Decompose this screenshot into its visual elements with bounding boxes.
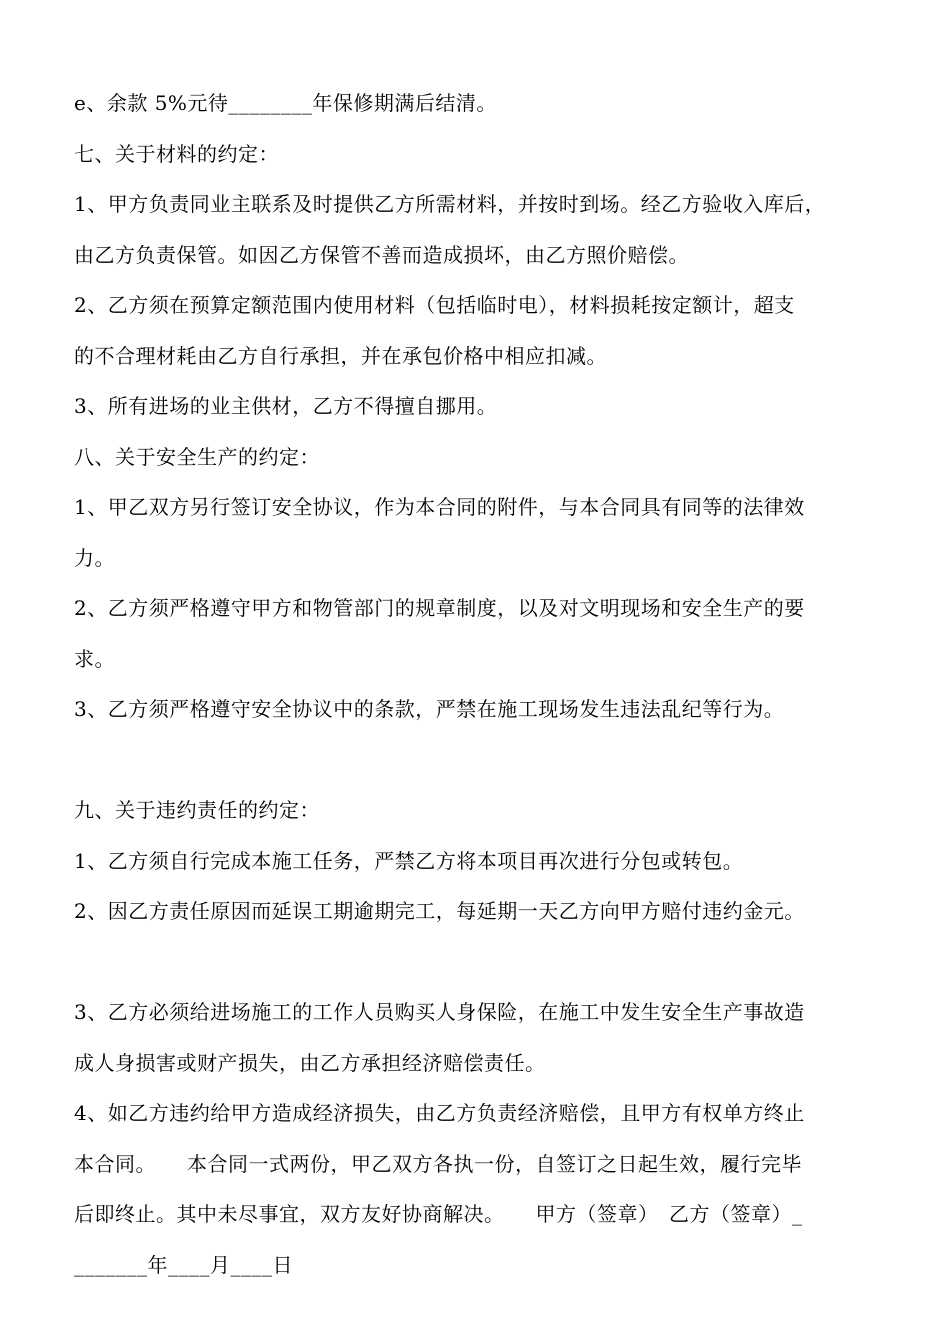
section-8-item-2-line-1: 2、乙方须严格遵守甲方和物管部门的规章制度，以及对文明现场和安全生产的要	[74, 596, 805, 620]
section-7-item-1-line-2: 由乙方负责保管。如因乙方保管不善而造成损坏，由乙方照价赔偿。	[74, 242, 689, 267]
section-8-item-3: 3、乙方须严格遵守安全协议中的条款，严禁在施工现场发生违法乱纪等行为。	[74, 697, 785, 721]
section-7-item-2-line-2: 的不合理材耗由乙方自行承担，并在承包价格中相应扣减。	[74, 343, 607, 368]
section-8-heading: 八、关于安全生产的约定：	[74, 444, 320, 469]
section-9-item-3-line-1: 3、乙方必须给进场施工的工作人员购买人身保险，在施工中发生安全生产事故造	[74, 1000, 805, 1024]
section-8-item-2-line-2: 求。	[74, 646, 115, 671]
section-7-item-1-line-1: 1、甲方负责同业主联系及时提供乙方所需材料，并按时到场。经乙方验收入库后，	[74, 192, 826, 216]
section-7-item-2-line-1: 2、乙方须在预算定额范围内使用材料（包括临时电），材料损耗按定额计，超支	[74, 293, 795, 317]
section-8-item-1-line-2: 力。	[74, 545, 115, 570]
blank-line	[74, 735, 890, 786]
section-7-heading: 七、关于材料的约定：	[74, 141, 279, 166]
section-9-heading: 九、关于违约责任的约定：	[74, 798, 320, 822]
closing-and-signatures: 后即终止。其中未尽事宜，双方友好协商解决。 甲方（签章） 乙方（签章）_	[74, 1202, 803, 1226]
section-9-item-4-line-2: 本合同。 本合同一式两份，甲乙双方各执一份，自签订之日起生效，履行完毕	[74, 1151, 802, 1176]
section-9-item-3-line-2: 成人身损害或财产损失，由乙方承担经济赔偿责任。	[74, 1050, 546, 1075]
blank-line	[74, 937, 890, 988]
section-8-item-1-line-1: 1、甲乙双方另行签订安全协议，作为本合同的附件，与本合同具有同等的法律效	[74, 495, 805, 519]
section-9-item-2: 2、因乙方责任原因而延误工期逾期完工，每延期一天乙方向甲方赔付违约金元。	[74, 899, 805, 923]
date-line: _______年____月____日	[74, 1252, 293, 1277]
document-page	[74, 78, 890, 1290]
section-9-item-1: 1、乙方须自行完成本施工任务，严禁乙方将本项目再次进行分包或转包。	[74, 848, 744, 873]
section-7-item-3: 3、所有进场的业主供材，乙方不得擅自挪用。	[74, 394, 498, 418]
payment-clause-e: e、余款 5%元待________年保修期满后结清。	[74, 91, 497, 115]
section-9-item-4-line-1: 4、如乙方违约给甲方造成经济损失，由乙方负责经济赔偿，且甲方有权单方终止	[74, 1101, 805, 1125]
